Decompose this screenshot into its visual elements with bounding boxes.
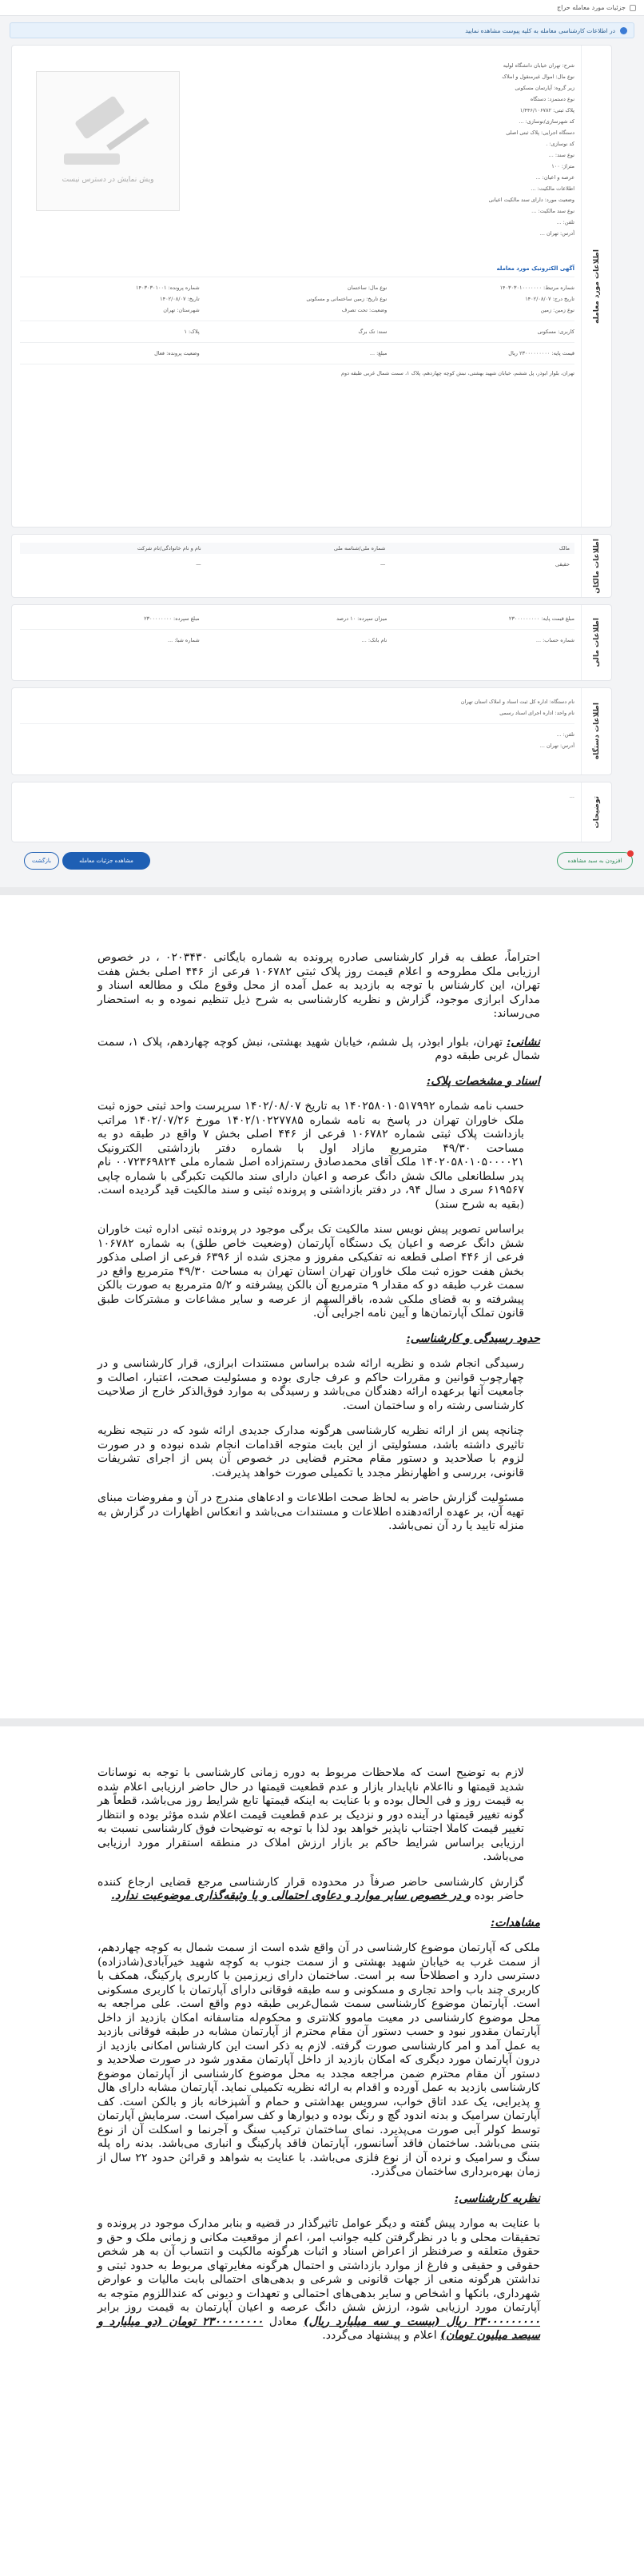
breadcrumb [0, 0, 644, 16]
item-row: عرصه و اعیان: ... [535, 174, 574, 181]
heading-observations: مشاهدات: [490, 1916, 540, 1929]
org-row: نام واحد: اداره اجرای اسناد رسمی [499, 710, 574, 716]
item-photo-placeholder [36, 71, 180, 211]
section-tab-notes[interactable]: توضیحات [581, 782, 611, 842]
item-row: نوع سند مالکیت: ... [531, 208, 574, 214]
item-row: شرح: تهران خیابان دانشگاه لولیه [503, 62, 574, 69]
detail-row: شماره حساب: ... نام بانک: ... شماره شبا: ... [168, 637, 574, 643]
item-row: کد نوسازی: . [546, 141, 574, 147]
photo-caption: ویش نمایش در دسترس نیست [62, 175, 154, 184]
owners-header: مالک شماره ملی/شناسه ملی نام و نام خانوادگی/نام شرکت [20, 543, 574, 554]
back-button[interactable]: بازگشت [24, 852, 59, 870]
finance-card [11, 604, 612, 681]
report-intro: احتراماً، عطف به قرار کارشناسی صادره پرونده به شماره بایگانی ۰۲۰۳۴۳۰ ، در خصوص ارزیابی ملک مطروحه و اعلام قیمت روز پلاک ثبتی ۱۰۶۷۸۲ فرعی از ۴۴۶ اصلی بخش هفت تهران، این کارشناس با توجه به بازدید به عمل آمده از محل وقوع ملک و مطالعه اسناد و مدارک ابرازی موجود، گزارش و نظریه کارشناسی به شرح ذیل تنظیم نموده و به استحضار می‌رساند: [97, 951, 540, 1020]
item-row: نوع سند: ... [548, 152, 574, 158]
report-address: نشانی: تهران، بلوار ابوذر، پل ششم، خیابان شهید بهشتی، نبش کوچه چهاردهم، پلاک ۱، سمت شمال غربی طبقه دوم [97, 1035, 540, 1062]
section-tab-finance[interactable]: اطلاعات مالی [581, 605, 611, 680]
heading-limits: حدود رسیدگی و کارشناسی: [406, 1332, 540, 1345]
limit-item: لازم به توضیح است که ملاحظات مربوط به دوره زمانی کارشناسی با توجه به نوسانات شدید قیمتها و نااعلام ناپایدار بازار و عدم قطعیت قیمتها در حال حاضر ارزیابی اعلام شده به قیمت روز و فی الحال بوده و با عنایت به اینکه قیمتها تابع شرایط روز می‌باشد، قطعاً هر گونه تغییر قیمتها در آینده دور و نزدیک بر عدم قطعیت قیمت اعلام شده مؤثر بوده و انتظار تغییر قیمت کاملا اجتناب ناپذیر خواهد بود لذا با توجه به توضیحات فوق کارشناسی نسبت به ارزیابی براساس شرایط حاکم بر بازار ارزش املاک در منطقه استقرار مورد ارزیابی می‌باشد. [97, 1766, 524, 1863]
org-row: آدرس: تهران ... [539, 743, 574, 749]
item-row: اطلاعات مالکیت: ... [531, 185, 574, 192]
page-separator [0, 887, 644, 895]
detail-row: شماره مرتبط: ۱۴۰۳۰۳۰۱۰۰۰۰۰۰۰ نوع مال: ساختمان شماره پرونده: ۱۴۰۳۰۳۰۱۰۰۱ [136, 285, 574, 291]
org-row: تلفن: ... [556, 731, 574, 738]
gavel-icon [60, 99, 156, 171]
detail-row: نوع زمین: زمین وضعیت: تحت تصرف شهرستان: تهران [163, 307, 574, 313]
item-card [11, 45, 612, 528]
item-rows [199, 60, 574, 239]
item-row: وضعیت مورد: دارای سند مالکیت اعیانی [488, 197, 574, 203]
section-tab-item[interactable]: اطلاعات مورد معامله [581, 46, 611, 527]
app-screen [0, 0, 644, 887]
org-row: نام دستگاه: اداره کل ثبت اسناد و املاک استان تهران [460, 699, 574, 705]
limit-item: گزارش کارشناسی حاضر صرفاً در محدوده قرار کارشناسی مرجع قضایی ارجاع کننده حاضر بوده و در خصوص سایر موارد و دعاوی احتمالی و یا وثیقه‌گذاری موضوعیت ندارد. [97, 1875, 524, 1902]
breadcrumb-label: جزئیات مورد معامله حراج [557, 4, 626, 11]
detail-row: قیمت پایه: ۲۳۰۰۰۰۰۰۰۰۰ ریال مبلغ: ... وضعیت پرونده: فعال [154, 350, 574, 356]
opinion-paragraph: با عنایت به موارد پیش گفته و دیگر عوامل تاثیرگذار در قضیه و بنابر مدارک موجود در پرونده و تحقیقات محلی و با در نظرگرفتن کلیه جوانب امر، اعم از موقعیت مکانی و زمانی ملک و حق و حقوق متعلقه و صرفنظر از اعراض اسناد و اثبات هرگونه مالکیت و انتساب آن به هر شخص حقوقی و حقیقی و فارغ از موارد بازداشتی و احتمال هرگونه مغایرتهای مربوط به حدود ثبتی و نداشتن هرگونه منعی از جهات قانونی و شرعی و بدهی‌های احتمالی بابت مالیات و عوارض شهرداری، بانکها و اشخاص و سایر بدهی‌های احتمالی و تعهدات و دیونی که عنداللزوم متوجه به آپارتمان مورد ارزیابی شود، ارزش شش دانگ عرصه و اعیان آپارتمان به قیمت روز برابر ۲۳۰۰۰۰۰۰۰۰۰ ریال (بیست و سه میلیارد ریال) معادل ۲۳۰۰۰۰۰۰۰۰ تومان (دو میلیارد و سیصد میلیون تومان) اعلام و پیشنهاد می‌گردد. [97, 2217, 541, 2342]
detail-row: تاریخ درج: ۱۴۰۲/۰۸/۰۷ نوع تاریخ: زمین ساختمانی و مسکونی تاریخ: ۱۴۰۲/۰۸/۰۷ [160, 296, 574, 302]
item-row: زیر گروه: آپارتمان مسکونی [515, 85, 574, 91]
info-alert [10, 22, 634, 38]
item-row: نوع مال: اموال غیرمنقول و املاک [502, 74, 574, 80]
limit-item: چنانچه پس از ارائه نظریه کارشناسی هرگونه مدارک جدیدی ارائه شود که در نتیجه نظریه تاثیری داشته باشد، مسئولیتی از این بابت متوجه اقدامات انجام شده نبوده و در صورت لزوم با صلاحدید و دستور مقام محترم قضایی در خصوص آن پس از اجرای تشریفات قانونی، بررسی و اظهار‌نظر مجدد یا تکمیلی صورت خواهد پذیرفت. [97, 1424, 524, 1479]
owners-card [11, 534, 612, 598]
item-row: متراژ: ۱۰۰ [551, 163, 574, 169]
item-row: کد شهرسازی/نوسازی: ... [519, 118, 574, 125]
heading-opinion: نظریه کارشناسی: [454, 2192, 540, 2205]
org-card [11, 687, 612, 775]
alert-text: در اطلاعات کارشناسی معامله به کلیه پیوست مشاهده نمایید [465, 26, 615, 34]
notification-dot [627, 850, 634, 857]
table-row: حقیقی — — [196, 561, 570, 567]
page-separator [0, 1718, 644, 1726]
section-tab-owners[interactable]: اطلاعات مالکان [581, 535, 611, 597]
item-row: نوع دستمزد: دستگاه [530, 96, 574, 102]
limit-item: مسئولیت گزارش حاضر به لحاظ صحت اطلاعات و ادعاهای مندرج در آن و مفروضات مبنای تهیه آن، بر عهده ارائه‌دهنده اطلاعات و مستندات می‌باشد و انعکاس اظهارات در گزارش به منزله تایید یا رد آن نمی‌باشد. [97, 1491, 524, 1532]
item-address: تهران، بلوار ابوذر، پل ششم، خیابان شهید بهشتی، نبش کوچه چهاردهم، پلاک ۱، سمت شمال غربی طبقه دوم [340, 370, 574, 376]
docs-paragraph-1: حسب نامه شماره ۱۴۰۲۵۸۰۱۰۵۱۷۹۹۲ به تاریخ ۱۴۰۲/۰۸/۰۷ سرپرست واحد ثبتی حوزه ثبت ملک خاوران تهران در پاسخ به نامه شماره ۱۴۰۲/۱۰۲۲۷۷۸۵ مورخ ۱۴۰۲/۰۷/۲۶ مراتب بازداشت پلاک ثبتی شماره ۱۰۶۷۸۲ فرعی از ۴۴۶ اصلی بخش ۷ واقع در طبقه دو به مساحت ۴۹/۳۰ مترمربع مازاد اول با شماره دفتر بازداشتی الکترونیک ۱۴۰۲۰۵۸۰۱۰۵۰۰۰۰۲۱ ملک آقای محمدصادق رستم‌زاده اصل شماره ملی ۰۰۷۲۳۶۹۸۲۴ نام پدر سلطانعلی مالک شش دانگ عرصه و اعیان دارای سند مالکیت تکبرگی با شماره چاپی ۶۱۹۵۶۷ سری د سال ۹۴، در دفتر بازداشتی و پرونده ثبتی و سند مالکیت قید گردیده است. (بقیه به شرح سند) [97, 1100, 525, 1211]
report-page-1 [0, 951, 644, 1534]
back-icon[interactable] [630, 5, 636, 11]
report-page-2 [0, 1766, 644, 2343]
section-tab-org[interactable]: اطلاعات دستگاه [581, 688, 611, 774]
detail-row: کاربری: مسکونی سند: تک برگ پلاک: ۱ [184, 328, 574, 335]
detail-row: مبلغ قیمت پایه: ۲۳۰۰۰۰۰۰۰۰۰ میزان سپرده: ۱۰ درصد مبلغ سپرده: ۲۳۰۰۰۰۰۰۰۰ [144, 615, 574, 622]
observations-paragraph: ملکی که آپارتمان موضوع کارشناسی در آن واقع شده است از سمت شمال به کوچه چهاردهم، از سمت غرب به خیابان شهید بهشتی و از سمت جنوب به کوچه شهید خیرآبادی(شادزاده) دسترسی دارد و اصطلاحاً سه بر است. ساختمان دارای زیرزمین با کاربری پارکینگ، همکف با کاربری چند باب واحد تجاری و مسکونی و سه طبقه فوقانی دارای آپارتمان با کاربری مسکونی است. آپارتمان موضوع کارشناسی سمت شمال‌غربی طبقه دوم واقع است. علی مراجعه به محل موضوع کارشناسی در معیت ماموو کلانتری و محکوم‌له متاسفانه امکان بازدید از داخل آپارتمان مقدور نبود و حسب دستور آن مقام محترم از آپارتمان مشابه در طبقه فوقانی بازدید به عمل آمد و امر کارشناسی صورت گرفته. لازم به ذکر است این کارشناس امکانی بازدید از درون آپارتمان مورد دیگری که امکان بازدید از داخل آپارتمان مقدور شود در صورت صلاحدید و دستور آن مقام محترم ضمن مراجعه مجدد به محل موضوع کارشناسی از آپارتمان موضوع کارشناسی بازدید به عمل آورده و اقدام به ارائه نظریه تکمیلی نماید. آپارتمان مشابه دارای هال و پذیرایی، یک عدد اتاق خواب، سرویس بهداشتی و حمام و آشپزخانه باز و بالکن است. کف آپارتمان سرامیک و بدنه اندود گچ و رنگ بوده و دیوارها و کف سرامیک است. سرمایش آپارتمان توسط کولر آبی صورت می‌پذیرد. نمای ساختمان ترکیب سنگ و آجرنما و اسکلت آن از نوع بتنی می‌باشد. ساختمان فاقد آسانسور، آپارتمان فاقد پارکینگ و انباری می‌باشد. بدنه راه پله سنگ و سرامیک و نرده آن از نوع فلزی می‌باشد. با عنایت به شواهد و قرائن حدود ۲۲ سال از زمان بهره‌برداری ساختمان می‌گذرد. [97, 1941, 540, 2178]
notes-card [11, 782, 612, 842]
item-row: پلاک ثبتی: ۱/۴۴۶/۱۰۶۷۸۲ [519, 107, 574, 113]
view-details-button[interactable]: مشاهده جزئیات معامله [62, 852, 150, 870]
docs-paragraph-2: براساس تصویر پیش نویس سند مالکیت تک برگی موجود در پرونده ثبتی اداره ثبت خاوران شش دانگ عرصه و اعیان یک دستگاه آپارتمان (وضعیت خاص طلق) به شماره ۱۰۶۷۸۲ فرعی از ۴۴۶ اصلی قطعه نه تفکیکی مفروز و مجزی شده از ۶۳۹۶ فرعی از اصلی مذکور بخش هفت حوزه ثبت ملک خاوران تهران استان تهران به مساحت ۴۹/۳۰ مترمربع واقع در سمت غرب طبقه دو که مقدار ۹ مترمربع آن بالکن پیشرفته و ۵/۲ مترمربع به صورت بالکن پیشرفته و به قضای ملکی شده، باقرالسهم از عرصه و سایر مشاعات و مشترکات طبق قانون تملک آپارتمان‌ها و آیین نامه اجرایی آن. [97, 1223, 524, 1320]
item-row: دستگاه اجرایی: پلاک ثبتی اصلی [506, 129, 574, 136]
add-to-basket-button[interactable]: افزودن به سبد مشاهده [557, 852, 633, 870]
heading-documents: اسناد و مشخصات پلاک: [426, 1074, 540, 1088]
notes-text: ... [569, 793, 574, 799]
item-ad-link[interactable]: آگهی الکترونیک مورد معامله [496, 265, 574, 272]
limit-item: رسیدگی انجام شده و نظریه ارائه شده براساس مستندات ابرازی، قرار کارشناسی و در چهارچوب قوانین و مقررات حاکم و عرف جاری بوده و مسئولیت صحت، اعتبار، اصالت و جامعیت آنها برعهده ارائه دهندگان می‌باشد و رسیدگی به موارد فوق‌الذکر خارج از صلاحیت کارشناسی رشته راه و ساختمان است. [97, 1357, 524, 1412]
info-icon [620, 27, 627, 34]
item-row: آدرس: تهران ... [539, 230, 574, 237]
item-row: تلفن: ... [556, 219, 574, 225]
